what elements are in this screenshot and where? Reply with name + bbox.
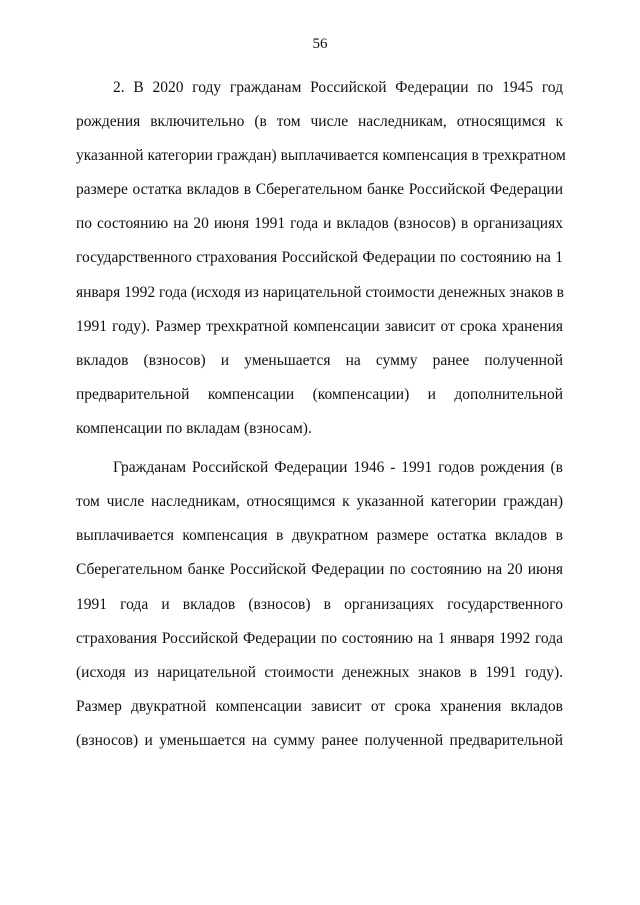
text-line: Сберегательном банке Российской Федерации по состоянию на 20 июня xyxy=(76,561,563,578)
text-line: по состоянию на 20 июня 1991 года и вкладов (взносов) в организациях xyxy=(76,215,563,232)
text-line: 1991 года и вкладов (взносов) в организациях государственного xyxy=(76,596,563,613)
text-line: указанной категории граждан) выплачивается компенсация в трехкратном xyxy=(76,147,566,164)
text-line: января 1992 года (исходя из нарицательной стоимости денежных знаков в xyxy=(76,284,564,301)
text-line: Размер двукратной компенсации зависит от срока хранения вкладов xyxy=(76,698,563,715)
text-line: (исходя из нарицательной стоимости денежных знаков в 1991 году). xyxy=(76,664,563,681)
page-number: 56 xyxy=(312,36,328,52)
text-line: предварительной компенсации (компенсации) и дополнительной xyxy=(76,386,563,403)
text-line: Гражданам Российской Федерации 1946 - 1991 годов рождения (в xyxy=(113,459,563,476)
text-line: выплачивается компенсация в двукратном размере остатка вкладов в xyxy=(76,527,563,544)
text-line: вкладов (взносов) и уменьшается на сумму ранее полученной xyxy=(76,352,563,369)
text-line: 1991 году). Размер трехкратной компенсации зависит от срока хранения xyxy=(76,318,563,335)
text-line: (взносов) и уменьшается на сумму ранее полученной предварительной xyxy=(76,732,563,749)
text-line: размере остатка вкладов в Сберегательном банке Российской Федерации xyxy=(76,181,563,198)
text-line: страхования Российской Федерации по состоянию на 1 января 1992 года xyxy=(76,630,563,647)
text-line: 2. В 2020 году гражданам Российской Федерации по 1945 год xyxy=(113,79,563,96)
text-line: государственного страхования Российской Федерации по состоянию на 1 xyxy=(76,249,563,266)
text-line: рождения включительно (в том числе наследникам, относящимся к xyxy=(76,113,563,130)
text-line: том числе наследникам, относящимся к указанной категории граждан) xyxy=(76,493,563,510)
text-line: компенсации по вкладам (взносам). xyxy=(76,420,312,437)
